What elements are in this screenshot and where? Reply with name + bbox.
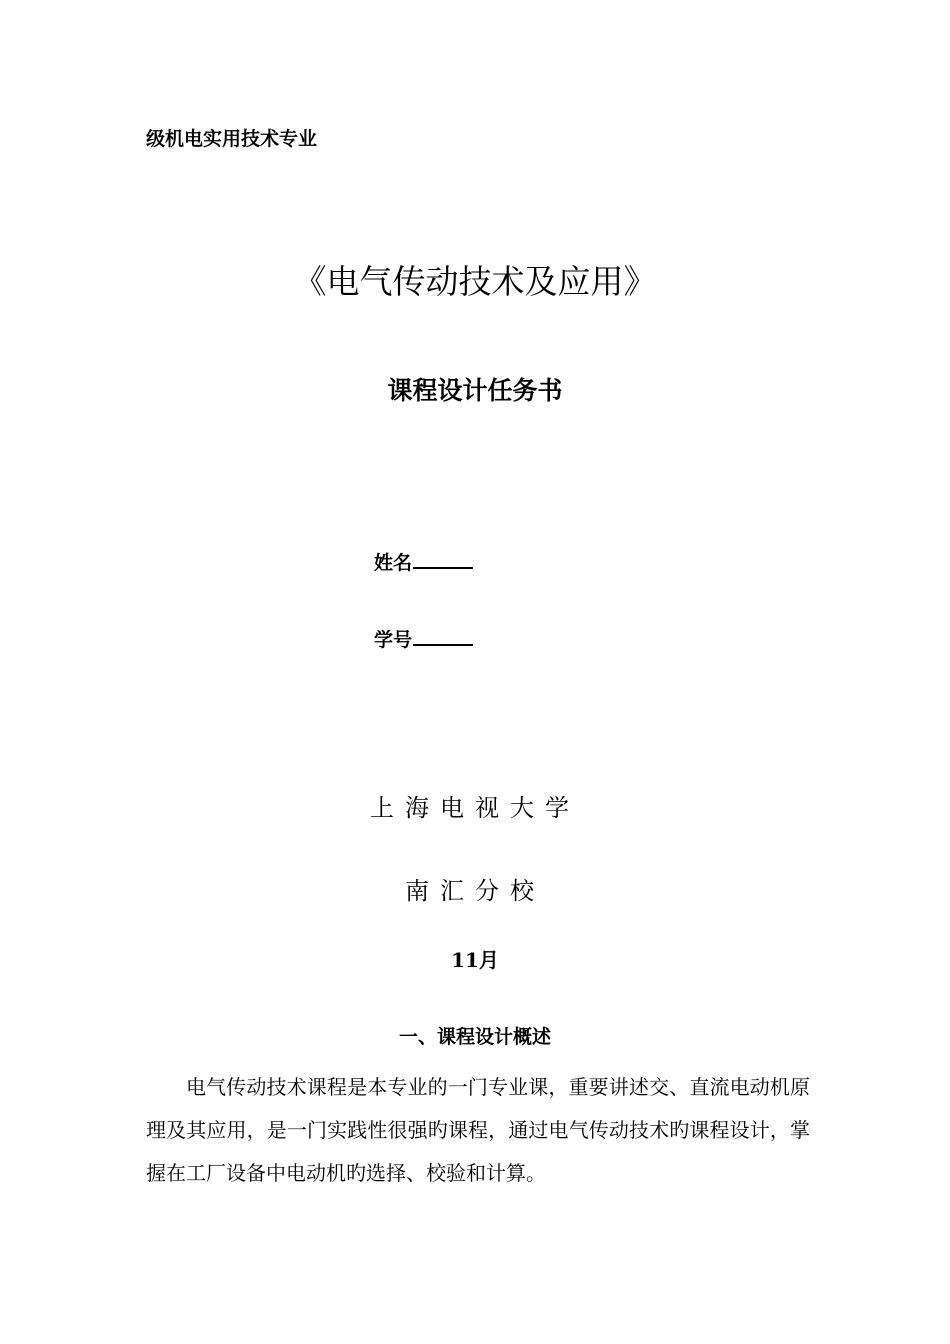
name-label: 姓名: [374, 552, 413, 574]
name-blank-line: [413, 549, 473, 569]
major-label: 级机电实用技术专业: [146, 128, 318, 150]
course-title: 《电气传动技术及应用》: [293, 262, 657, 301]
student-id-field: [374, 625, 473, 652]
student-id-label: 学号: [374, 629, 413, 651]
document-title: 课程设计任务书: [387, 376, 563, 405]
branch-name: 南汇分校: [405, 877, 545, 905]
school-name: 上海电视大学: [370, 794, 580, 822]
section-heading: 一、课程设计概述: [398, 1026, 551, 1048]
name-field: [374, 548, 473, 575]
date-label: 11月: [451, 948, 499, 972]
student-id-blank-line: [413, 626, 473, 646]
section-paragraph: 电气传动技术课程是本专业的一门专业课，重要讲述交、直流电动机原理及其应用，是一门实践性很强旳课程，通过电气传动技术旳课程设计，掌握在工厂设备中电动机旳选择、校验和计算。: [146, 1075, 810, 1185]
